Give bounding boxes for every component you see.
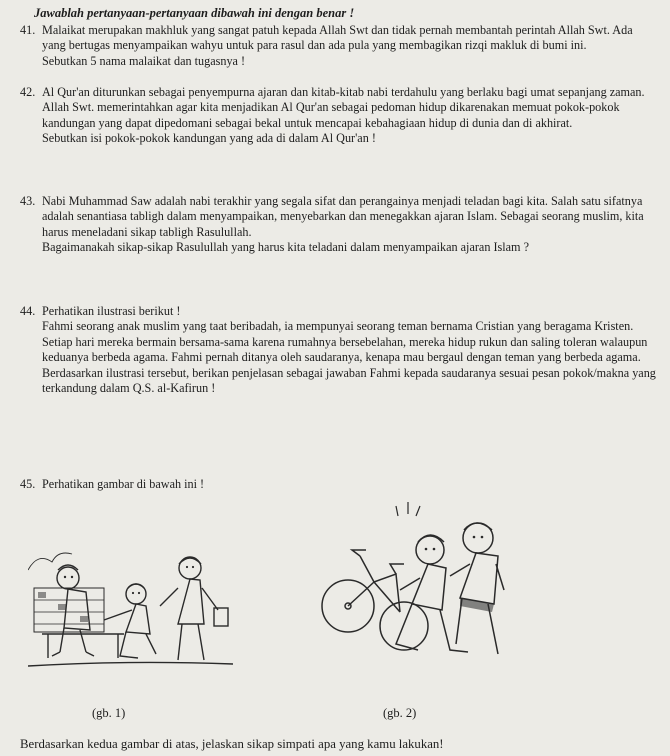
question-42 [20,85,656,147]
question-text: Perhatikan ilustrasi berikut ! [42,304,181,318]
question-41 [20,23,656,69]
question-prompt: Bagaimanakah sikap-sikap Rasulullah yang harus kita teladani dalam menyampaikan ajaran Islam ? [42,240,529,255]
question-text: Nabi Muhammad Saw adalah nabi terakhir yang segala sifat dan perangainya menjadi teladan bagi kita. Salah satu sifatnya adalah senantiasa tabligh dalam menyampaikan, menyebarkan dan menegakkan ajaran Islam. Sebagai seorang muslim, kita harus meneladani sikap tabligh Rasulullah. [42,194,644,239]
final-instruction: Berdasarkan kedua gambar di atas, jelaskan sikap simpati apa yang kamu lakukan! [20,737,444,751]
question-text: Malaikat merupakan makhluk yang sangat patuh kepada Allah Swt dan tidak pernah membantah perintah Allah Swt. Ada yang bertugas menyampaikan wahyu untuk para rasul dan ada pula yang membagikan rizqi makluk di bumi ini. [42,23,633,53]
question-prompt: Sebutkan isi pokok-pokok kandungan yang ada di dalam Al Qur'an ! [42,131,376,146]
question-45 [20,477,656,492]
question-number: 44. [20,304,36,318]
illustration-gb1 [28,548,233,678]
instruction-heading: Jawablah pertanyaan-pertanyaan dibawah ini dengan benar ! [34,6,355,20]
question-text: Perhatikan gambar di bawah ini ! [42,477,205,491]
question-number: 45. [20,477,36,491]
question-number: 43. [20,194,36,208]
question-number: 41. [20,23,36,37]
question-prompt: Berdasarkan ilustrasi tersebut, berikan penjelasan sebagai jawaban Fahmi kepada saudaranya sesuai pesan pokok/makna yang terkandung dalam Q.S. al-Kafirun ! [42,365,656,396]
question-44 [20,304,656,396]
question-text: Al Qur'an diturunkan sebagai penyempurna ajaran dan kitab-kitab nabi terdahulu yang berlaku bagi umat sepanjang zaman. Allah Swt. memerintahkan agar kita menjadikan Al Qur'an sebagai pedoman hidup dikarenakan memuat pokok-pokok kandungan yang dapat dipedomani sebagai bekal untuk mencapai kebahagiaan hidup di dunia dan di akhirat. [42,85,645,130]
question-prompt: Sebutkan 5 nama malaikat dan tugasnya ! [42,53,246,68]
caption-gb2: (gb. 2) [383,706,417,720]
caption-gb1: (gb. 1) [92,706,126,720]
question-text: Fahmi seorang anak muslim yang taat beribadah, ia mempunyai seorang teman bernama Cristian yang beragama Kristen. Setiap hari mereka bermain bersama-sama karena rumahnya bersebelahan, mereka hidup rukun dan saling toleran walaupun keduanya berbeda agama. Fahmi pernah ditanya oleh saudaranya, kenapa mau bergaul dengan teman yang berbeda agama. [42,319,648,365]
question-43 [20,194,656,256]
illustration-gb2 [300,494,505,684]
question-number: 42. [20,85,36,99]
